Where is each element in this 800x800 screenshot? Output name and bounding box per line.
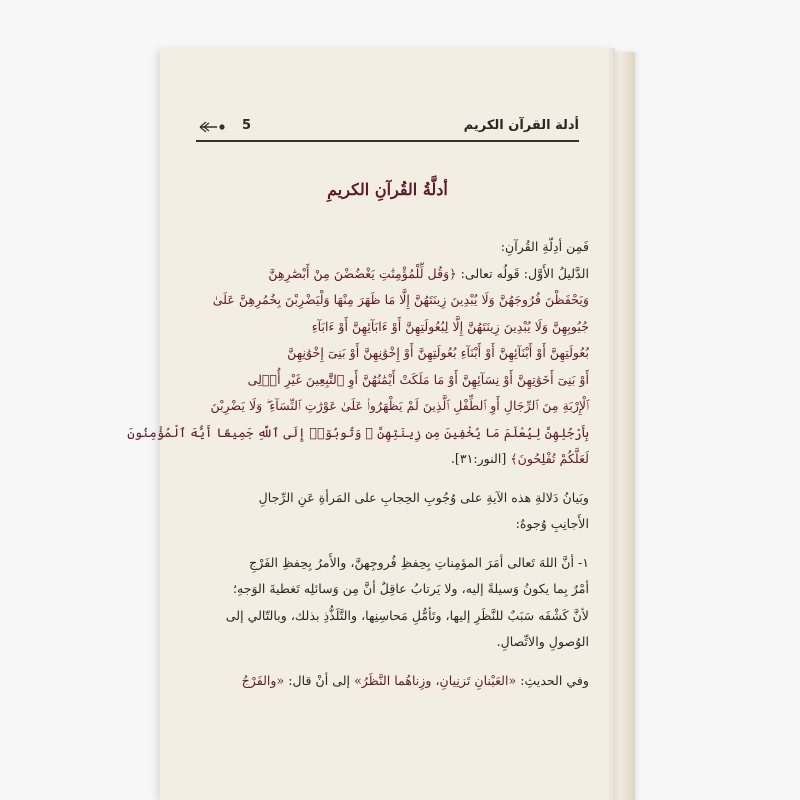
verse-line-3: جُيُوبِهِنَّ وَلَا يُبْدِينَ زِينَتَهُنَّ إِلَّا لِبُعُولَتِهِنَّ أَوْ ءَابَآئِهِنَّ أَوْ ءَابَآءِ <box>311 318 589 334</box>
arrow-ornament-icon <box>196 120 226 134</box>
evidence-one-lead: الدَّليلُ الأَوَّل: قَولُه تعالى: <box>460 265 589 281</box>
verse-line-1: ﴿وَقُل لِّلْمُؤْمِنَٰتِ يَغْضُضْنَ مِنْ أَبْصَٰرِهِنَّ <box>268 265 457 281</box>
running-header <box>196 118 579 144</box>
hadith-quote: «العَيْنانِ تَزنِيانِ، وزِناهُما النَّظَرُ» <box>354 672 517 688</box>
explanation-line-2: الأَجانِبِ وُجوهٌ: <box>515 516 589 531</box>
verse-line-2: وَيَحْفَظْنَ فُرُوجَهُنَّ وَلَا يُبْدِينَ زِينَتَهُنَّ إِلَّا مَا ظَهَرَ مِنْهَا وَلْيَضْرِبْنَ بِخُمُرِهِنَّ عَلَىٰ <box>212 292 589 307</box>
intro-line: فَمِن أدِلّةِ القُرآنِ: <box>500 239 589 254</box>
point-one-line-4: الوُصولِ والاتِّصالِ. <box>496 634 589 649</box>
point-one-line-3: لأنَّ كَشْفَه سَبَبٌ للنَّظَرِ إليها، وتَأمُّلِ مَحاسِنِها، والتَّلَذُّذِ بذلك، وبالتّالي إلى <box>225 607 589 623</box>
verse-line-6: ٱلْإِرْبَةِ مِنَ ٱلرِّجَالِ أَوِ ٱلطِّفْلِ ٱلَّذِينَ لَمْ يَظْهَرُوا۟ عَلَىٰ عَوْرَٰتِ ٱلنِّسَآءِ ۖ وَلَا يَضْرِبْنَ <box>210 398 589 413</box>
book-page <box>127 48 615 800</box>
hadith-line <box>190 668 589 695</box>
hadith-quote-end: «والفَرْجُ <box>241 672 285 688</box>
explanation-line-1: وبَيانُ دَلالةِ هذه الآيةِ على وُجُوبِ الحِجابِ على المَرأةِ عَنِ الرِّجالِ <box>258 489 589 505</box>
verse-line-7: بِأَرْجُلِهِنَّ لِيُعْلَمَ مَا يُخْفِينَ مِن زِينَتِهِنَّ ۚ وَتُوبُوٓا۟ إِلَى ٱللَّهِ جَمِيعًا أَيُّهَ ٱلْمُؤْمِنُونَ <box>127 424 589 440</box>
point-one-line-1: ١- أنَّ اللهَ تَعالى أمَرَ المؤمِناتِ بِحِفظِ فُروجِهنَّ، والأَمرُ بِحِفظِ الفَرْجِ <box>249 554 589 570</box>
verse-reference: [النور:٣١]. <box>450 451 507 466</box>
page-edge-shadow <box>607 48 615 800</box>
page-body <box>127 234 589 694</box>
header-title: أدلة القرآن الكريم <box>463 118 579 133</box>
verse-line-4: بُعُولَتِهِنَّ أَوْ أَبْنَآئِهِنَّ أَوْ أَبْنَآءِ بُعُولَتِهِنَّ أَوْ إِخْوَٰنِهِنَّ أَوْ بَنِىٓ إِخْوَٰنِهِنَّ <box>287 345 589 360</box>
hadith-tail: إلى أنْ قال: <box>288 672 351 688</box>
chapter-title: أدلَّةُ القُرآنِ الكريمِ <box>327 180 448 199</box>
hadith-lead: وفي الحديثِ: <box>520 672 589 688</box>
verse-line-5: أَوْ بَنِىٓ أَخَوَٰتِهِنَّ أَوْ نِسَآئِهِنَّ أَوْ مَا مَلَكَتْ أَيْمَٰنُهُنَّ أَوِ ٱلتَّٰبِعِينَ غَيْرِ أُو۟لِى <box>247 371 589 387</box>
verse-end: لَعَلَّكُمْ تُفْلِحُونَ﴾ <box>510 451 589 466</box>
header-rule <box>196 140 579 142</box>
point-one-line-2: أمْرٌ بِما يكونُ وَسيلةً إليه، ولا يَرتابُ عاقِلٌ أنَّ مِن وَسائلِه تَغطيةَ الوَجهِ؛ <box>232 581 589 596</box>
page-number: 5 <box>242 118 252 133</box>
verse-end-line <box>190 446 589 473</box>
evidence-one-line-1 <box>190 261 589 288</box>
